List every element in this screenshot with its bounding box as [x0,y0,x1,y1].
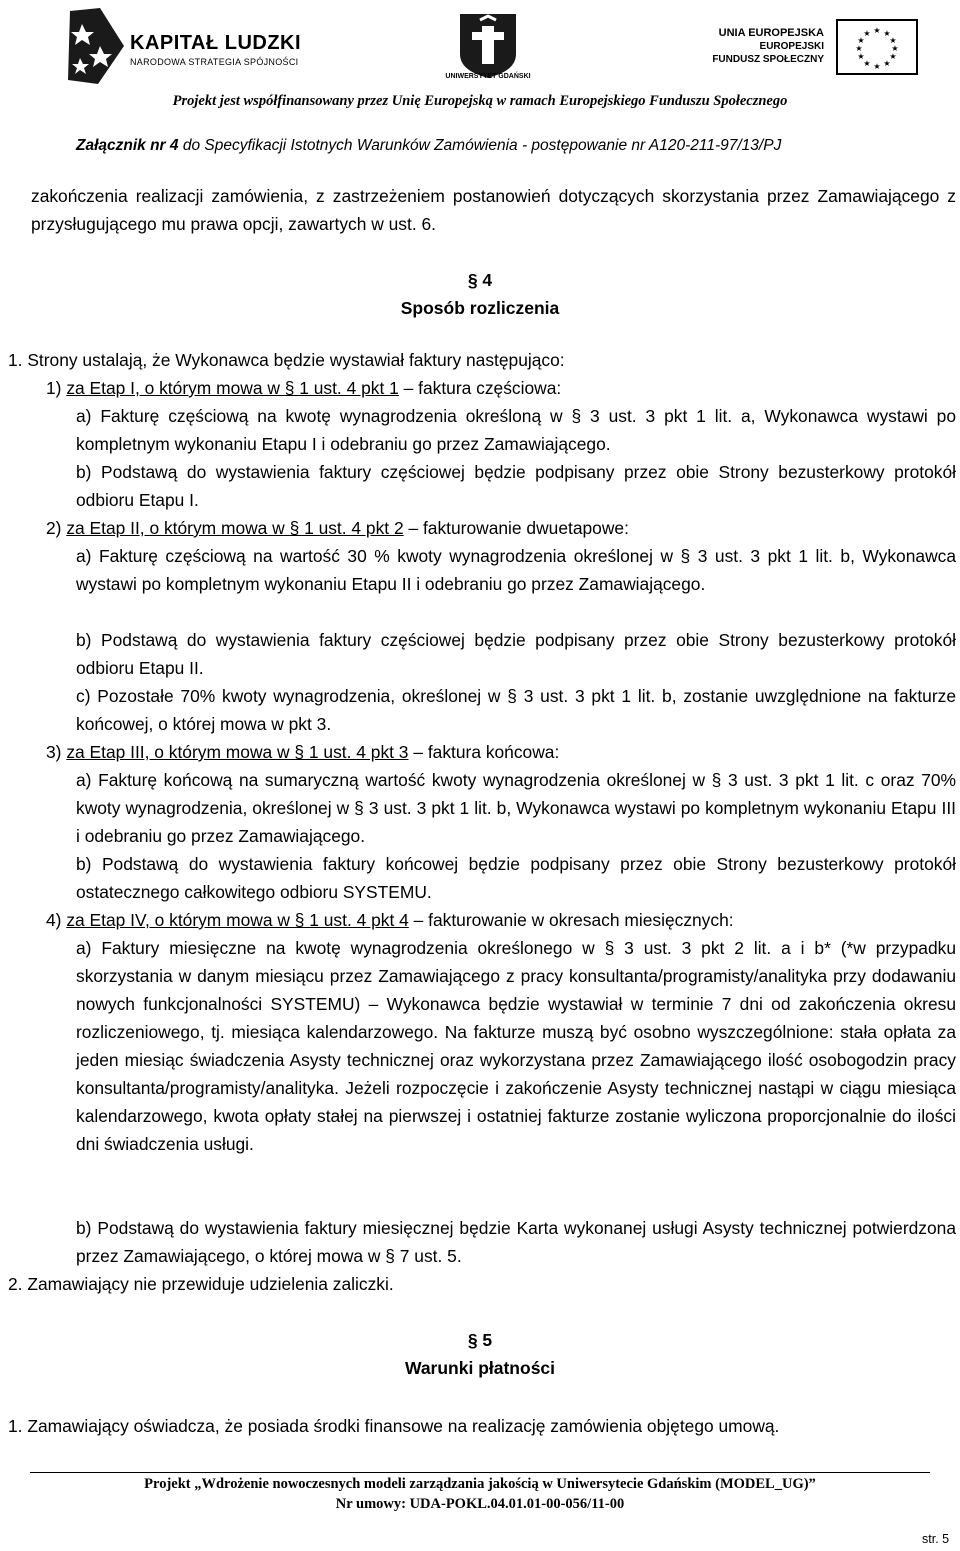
item-2a: a) Fakturę częściową na wartość 30 % kwoty wynagrodzenia określonej w § 3 ust. 3 pkt 1 lit. b, Wykonawca wystawi po kompletnym wykonaniu Etapu II i odebraniu go przez Zamawiającego. [76,546,956,594]
page-header [0,0,960,172]
item-2b: b) Podstawą do wystawienia faktury częściowej będzie podpisany przez obie Strony bezusterkowy protokół odbioru Etapu II. [76,630,956,678]
footer-divider [30,1472,930,1473]
svg-text:★: ★ [889,36,897,45]
item-2c: c) Pozostałe 70% kwoty wynagrodzenia, określonej w § 3 ust. 3 pkt 1 lit. b, zostanie uwzględnione na fakturze końcowej, o której mowa w pkt 3. [76,686,956,734]
eu-line2: EUROPEJSKI [759,41,824,52]
eu-fund-text [708,27,824,66]
item-3-number: 3) [46,742,62,762]
eu-line1: UNIA EUROPEJSKA [718,27,824,39]
svg-text:★: ★ [873,62,881,71]
item-4b: b) Podstawą do wystawienia faktury miesięcznej będzie Karta wykonanej usługi Asysty technicznej potwierdzona przez Zamawiającego, o której mowa w § 7 ust. 5. [76,1218,956,1266]
item-1-rest: – faktura częściowa: [398,378,562,398]
item-2-number: 2) [46,518,62,538]
item-4-heading [46,906,956,934]
item-2-link: za Etap II, o którym mowa w § 1 ust. 4 pkt 2 [66,518,404,538]
item-3b: b) Podstawą do wystawienia faktury końcowej będzie podpisany przez obie Strony bezusterkowy protokół ostatecznego całkowitego odbioru SYSTEMU. [76,854,956,902]
attachment-description: do Specyfikacji Istotnych Warunków Zamówienia - postępowanie nr A120-211-97/13/PJ [178,137,782,154]
item-1b: b) Podstawą do wystawienia faktury częściowej będzie podpisany przez obie Strony bezusterkowy protokół odbioru Etapu I. [76,462,956,510]
eu-flag-icon [836,19,918,75]
attachment-number: Załącznik nr 4 [76,137,179,154]
point-1: 1. Strony ustalają, że Wykonawca będzie wystawiał faktury następująco: [8,350,565,370]
intro-paragraph: zakończenia realizacji zamówienia, z zastrzeżeniem postanowień dotyczących skorzystania przez Zamawiającego z przysługującego mu prawa opcji, zawartych w ust. 6. [31,186,956,234]
item-2-heading [46,514,956,542]
section-4-title: Sposób rozliczenia [400,298,560,318]
ug-name: UNIWERSYTET GDAŃSKI [445,73,531,80]
item-3a: a) Fakturę końcową na sumaryczną wartość kwoty wynagrodzenia określonej w § 3 ust. 3 pkt 1 lit. c oraz 70% kwoty wynagrodzenia, określonej w § 3 ust. 3 pkt 1 lit. b, Wykonawca wystawi po kompletnym wykonaniu Etapu III i odebraniu go przez Zamawiającego. [76,770,956,846]
item-1-heading [46,374,956,402]
page-number: str. 5 [922,1532,950,1546]
svg-text:★: ★ [863,29,871,38]
section-5-number: § 5 [467,1330,493,1350]
svg-text:★: ★ [883,29,891,38]
item-3-link: za Etap III, o którym mowa w § 1 ust. 4 pkt 3 [66,742,409,762]
section-5-title: Warunki płatności [404,1358,556,1378]
kapital-ludzki-title: KAPITAŁ LUDZKI [130,32,302,54]
section-4-number: § 4 [467,270,493,290]
footer-contract-number: Nr umowy: UDA-POKL.04.01.01-00-056/11-00 [335,1496,625,1512]
item-2-rest: – fakturowanie dwuetapowe: [403,518,629,538]
section-5-point-1: 1. Zamawiający oświadcza, że posiada środki finansowe na realizację zamówienia objętego umową. [8,1416,780,1436]
attachment-reference [76,137,781,155]
item-3-rest: – faktura końcowa: [408,742,560,762]
kapital-ludzki-subtitle: NARODOWA STRATEGIA SPÓJNOŚCI [130,57,299,67]
svg-text:★: ★ [883,59,891,68]
footer-project-title: Projekt „Wdrożenie nowoczesnych modeli zarządzania jakością w Uniwersytecie Gdańskim (MODEL_UG)” [144,1476,816,1492]
point-2: 2. Zamawiający nie przewiduje udzielenia zaliczki. [8,1274,394,1294]
svg-text:★: ★ [873,26,881,35]
item-3-heading [46,738,956,766]
item-4a: a) Faktury miesięczne na kwotę wynagrodzenia określonego w § 3 ust. 3 pkt 2 lit. a i b* (*w przypadku skorzystania w danym miesiącu przez Zamawiającego z pracy konsultanta/programisty/analityka przy dodawaniu nowych funkcjonalności SYSTEMU) – Wykonawca będzie wystawiał w terminie 7 dni od zakończenia okresu rozliczeniowego, tj. miesiąca kalendarzowego. Na fakturze muszą być osobno wyszczególnione: stała opłata za jeden miesiąc świadczenia Asysty technicznej oraz wykorzystana przez Zamawiającego ilość osobogodzin pracy konsultanta/programisty/analityka. Jeżeli rozpoczęcie i zakończenie Asysty technicznej nastąpi w ciągu miesiąca kalendarzowego, kwota opłaty stałej na pierwszej i ostatniej fakturze zostanie wyliczona proporcjonalnie do ilości dni świadczenia usługi. [76,938,956,1154]
svg-text:★: ★ [863,59,871,68]
svg-text:★: ★ [855,44,863,53]
project-cofinancing-line: Projekt jest współfinansowany przez Unię Europejską w ramach Europejskiego Funduszu Społecznego [172,93,788,109]
item-4-rest: – fakturowanie w okresach miesięcznych: [408,910,734,930]
svg-text:★: ★ [857,52,865,61]
item-1-link: za Etap I, o którym mowa w § 1 ust. 4 pkt 1 [66,378,399,398]
item-1a: a) Fakturę częściową na kwotę wynagrodzenia określoną w § 3 ust. 3 pkt 1 lit. a, Wykonawca wystawi po kompletnym wykonaniu Etapu I i odebraniu go przez Zamawiającego. [76,406,956,454]
item-1-number: 1) [46,378,62,398]
item-4-link: za Etap IV, o którym mowa w § 1 ust. 4 pkt 4 [66,910,409,930]
item-4-number: 4) [46,910,62,930]
svg-text:★: ★ [889,52,897,61]
eu-line3: FUNDUSZ SPOŁECZNY [712,54,824,65]
svg-text:★: ★ [891,44,899,53]
svg-text:★: ★ [857,36,865,45]
